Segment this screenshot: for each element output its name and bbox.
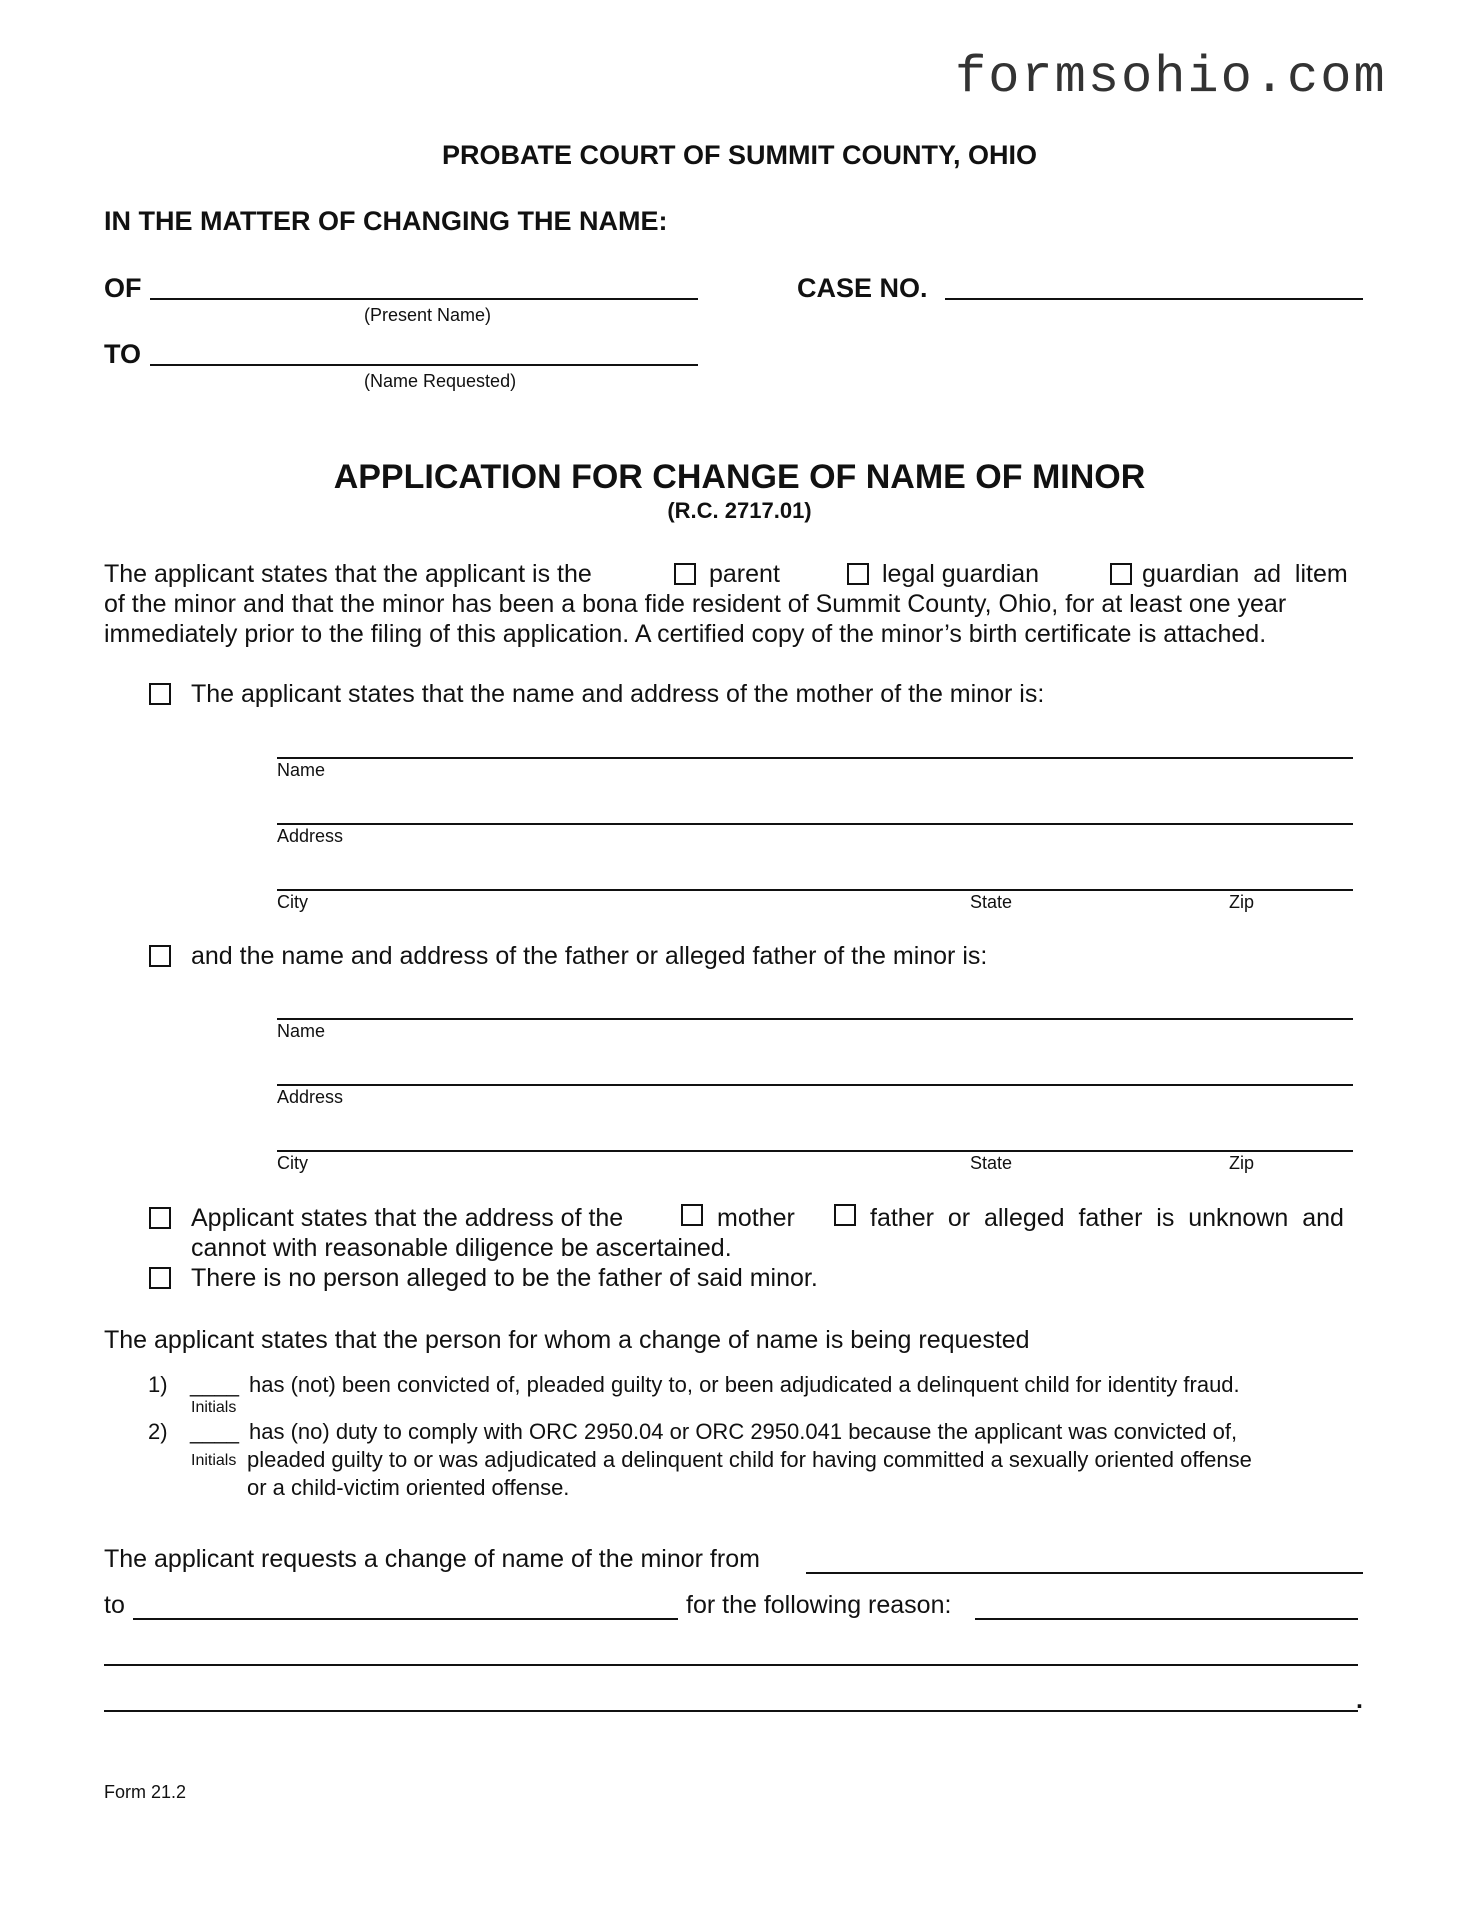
name-requested-field[interactable] [150, 364, 698, 366]
unknown-lead: Applicant states that the address of the [191, 1204, 624, 1232]
mother-address-field[interactable] [277, 823, 1353, 825]
present-name-field[interactable] [150, 298, 698, 300]
form-number: Form 21.2 [104, 1782, 187, 1802]
unknown-line2: cannot with reasonable diligence be ascertained. [191, 1234, 732, 1262]
form-title: APPLICATION FOR CHANGE OF NAME OF MINOR [333, 458, 1146, 496]
guardian-ad-litem-checkbox[interactable] [1110, 563, 1132, 585]
unknown-address-checkbox[interactable] [149, 1207, 171, 1229]
reason-line-3[interactable] [104, 1710, 1358, 1712]
option-guardian-ad-litem: guardian ad litem [1142, 560, 1348, 588]
request-from-field[interactable] [806, 1572, 1363, 1574]
initials-blank[interactable]: ____ [190, 1419, 239, 1444]
request-to-label: to [104, 1591, 125, 1619]
item-line: has (no) duty to comply with ORC 2950.04 or ORC 2950.041 because the applicant was convicted of, [249, 1419, 1238, 1444]
request-reason-label: for the following reason: [686, 1591, 952, 1619]
case-no-field[interactable] [945, 298, 1363, 300]
intro-line3: immediately prior to the filing of this application. A certified copy of the minor’s birth certificate is attached. [104, 620, 1267, 648]
mother-address-caption: Address [277, 826, 344, 846]
mother-state-caption: State [970, 892, 1013, 912]
item-number: 1) [148, 1372, 168, 1397]
item-line: pleaded guilty to or was adjudicated a delinquent child for having committed a sexually oriented offense [247, 1447, 1252, 1472]
father-state-caption: State [970, 1153, 1013, 1173]
option-legal-guardian: legal guardian [882, 560, 1040, 588]
case-no-label: CASE NO. [797, 273, 928, 303]
mother-checkbox[interactable] [149, 683, 171, 705]
court-heading: PROBATE COURT OF SUMMIT COUNTY, OHIO [442, 140, 1037, 170]
father-checkbox[interactable] [149, 945, 171, 967]
parent-checkbox[interactable] [674, 563, 696, 585]
watermark: formsohio.com [955, 48, 1387, 107]
no-father-checkbox[interactable] [149, 1267, 171, 1289]
request-to-field[interactable] [133, 1618, 678, 1620]
intro-line2: of the minor and that the minor has been a bona fide resident of Summit County, Ohio, for at least one year [104, 590, 1287, 618]
reason-line-2[interactable] [104, 1664, 1358, 1666]
unknown-option-father: father or alleged father is unknown and [870, 1204, 1344, 1232]
mother-zip-caption: Zip [1229, 892, 1255, 912]
item-line: or a child-victim oriented offense. [247, 1475, 570, 1500]
item-number: 2) [148, 1419, 168, 1444]
intro-lead: The applicant states that the applicant is the [104, 560, 592, 588]
initials-caption: Initials [191, 1399, 237, 1416]
option-parent: parent [709, 560, 780, 588]
item-line: has (not) been convicted of, pleaded guilty to, or been adjudicated a delinquent child for identity fraud. [249, 1372, 1240, 1397]
mother-name-field[interactable] [277, 757, 1353, 759]
matter-heading: IN THE MATTER OF CHANGING THE NAME: [104, 206, 668, 236]
mother-statement: The applicant states that the name and address of the mother of the minor is: [191, 680, 1045, 708]
legal-guardian-checkbox[interactable] [847, 563, 869, 585]
father-name-caption: Name [277, 1021, 326, 1041]
mother-name-caption: Name [277, 760, 326, 780]
father-name-field[interactable] [277, 1018, 1353, 1020]
unknown-father-checkbox[interactable] [834, 1204, 856, 1226]
father-zip-caption: Zip [1229, 1153, 1255, 1173]
mother-city-state-zip-field[interactable] [277, 889, 1353, 891]
conviction-intro: The applicant states that the person for whom a change of name is being requested [104, 1326, 1030, 1354]
of-label: OF [104, 273, 142, 303]
father-city-state-zip-field[interactable] [277, 1150, 1353, 1152]
present-name-caption: (Present Name) [364, 305, 492, 325]
initials-caption: Initials [191, 1452, 237, 1469]
father-address-field[interactable] [277, 1084, 1353, 1086]
father-city-caption: City [277, 1153, 308, 1173]
name-requested-caption: (Name Requested) [364, 371, 517, 391]
unknown-option-mother: mother [717, 1204, 795, 1232]
father-address-caption: Address [277, 1087, 344, 1107]
statute: (R.C. 2717.01) [667, 498, 812, 523]
reason-period: . [1356, 1686, 1363, 1714]
initials-blank[interactable]: ____ [190, 1372, 239, 1397]
mother-city-caption: City [277, 892, 308, 912]
no-father-statement: There is no person alleged to be the father of said minor. [191, 1264, 818, 1292]
to-label: TO [104, 339, 142, 369]
unknown-mother-checkbox[interactable] [681, 1204, 703, 1226]
reason-field[interactable] [975, 1618, 1358, 1620]
father-statement: and the name and address of the father or alleged father of the minor is: [191, 942, 988, 970]
request-lead: The applicant requests a change of name of the minor from [104, 1545, 760, 1573]
